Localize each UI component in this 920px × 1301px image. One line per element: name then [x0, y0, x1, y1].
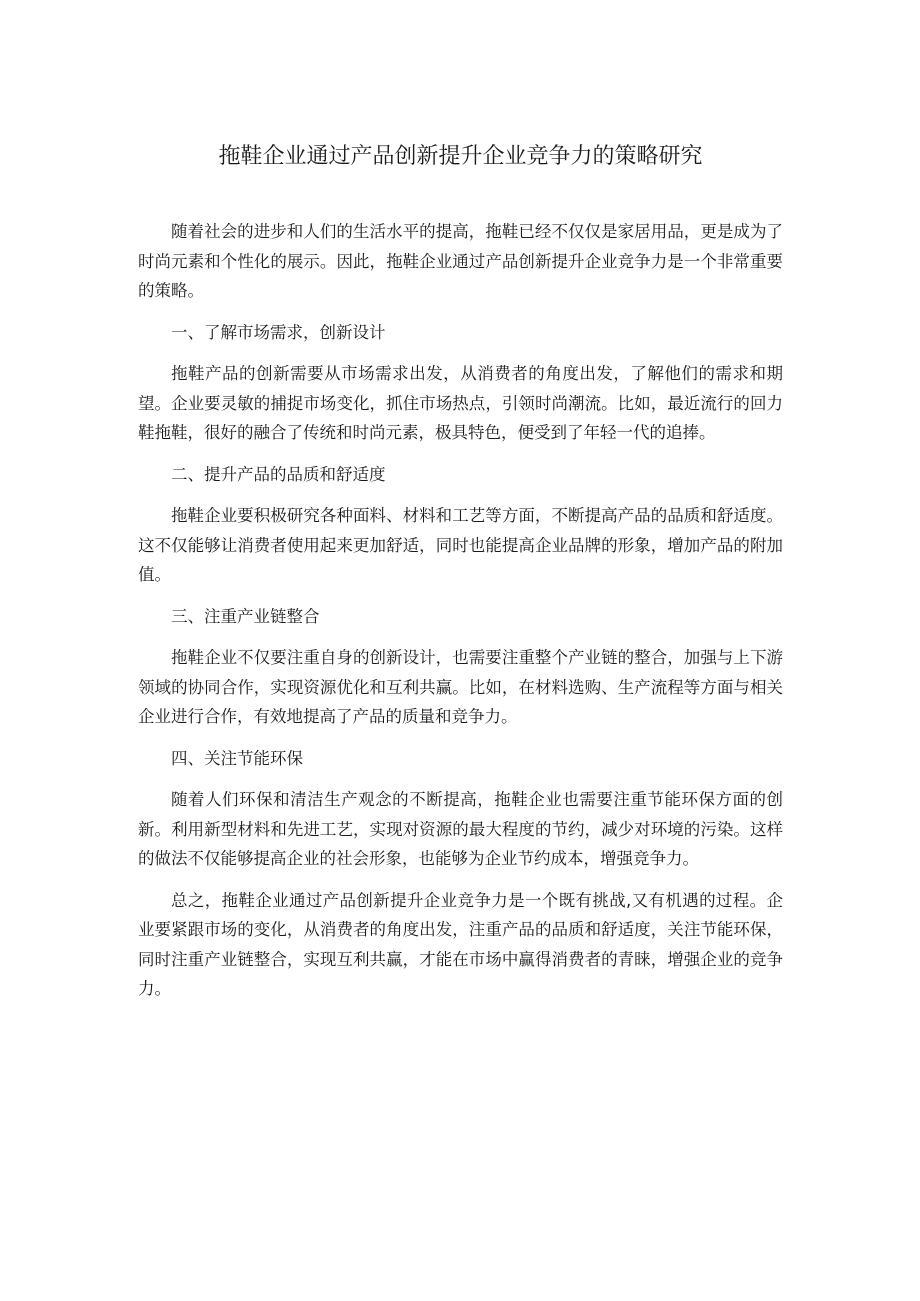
section-body-supply-chain: 拖鞋企业不仅要注重自身的创新设计，也需要注重整个产业链的整合，加强与上下游领域的协同合作，实现资源优化和互利共赢。比如，在材料选购、生产流程等方面与相关企业进行合作，有效地提高了产品的质量和竞争力。	[138, 648, 783, 726]
intro-paragraph: 随着社会的进步和人们的生活水平的提高，拖鞋已经不仅仅是家居用品，更是成为了时尚元素和个性化的展示。因此，拖鞋企业通过产品创新提升企业竞争力是一个非常重要的策略。	[138, 222, 783, 300]
document-title: 拖鞋企业通过产品创新提升企业竞争力的策略研究	[218, 144, 703, 169]
section-body-quality: 拖鞋企业要积极研究各种面料、材料和工艺等方面，不断提高产品的品质和舒适度。这不仅能够让消费者使用起来更加舒适，同时也能提高企业品牌的形象，增加产品的附加值。	[138, 506, 783, 584]
section-heading-market: 一、了解市场需求，创新设计	[171, 322, 386, 342]
document-body	[138, 217, 783, 1016]
section-body-market: 拖鞋产品的创新需要从市场需求出发，从消费者的角度出发，了解他们的需求和期望。企业要灵敏的捕捉市场变化，抓住市场热点，引领时尚潮流。比如，最近流行的回力鞋拖鞋，很好的融合了传统和时尚元素，极具特色，便受到了年轻一代的追捧。	[138, 364, 783, 442]
section-heading-quality: 二、提升产品的品质和舒适度	[171, 464, 386, 484]
conclusion-paragraph: 总之，拖鞋企业通过产品创新提升企业竞争力是一个既有挑战,又有机遇的过程。企业要紧跟市场的变化，从消费者的角度出发，注重产品的品质和舒适度，关注节能环保，同时注重产业链整合，实现互利共赢，才能在市场中赢得消费者的青睐，增强企业的竞争力。	[138, 890, 783, 998]
section-heading-environment: 四、关注节能环保	[171, 748, 303, 768]
section-heading-supply-chain: 三、注重产业链整合	[171, 606, 320, 626]
section-body-environment: 随着人们环保和清洁生产观念的不断提高，拖鞋企业也需要注重节能环保方面的创新。利用新型材料和先进工艺，实现对资源的最大程度的节约，减少对环境的污染。这样的做法不仅能够提高企业的社会形象，也能够为企业节约成本，增强竞争力。	[138, 790, 783, 868]
